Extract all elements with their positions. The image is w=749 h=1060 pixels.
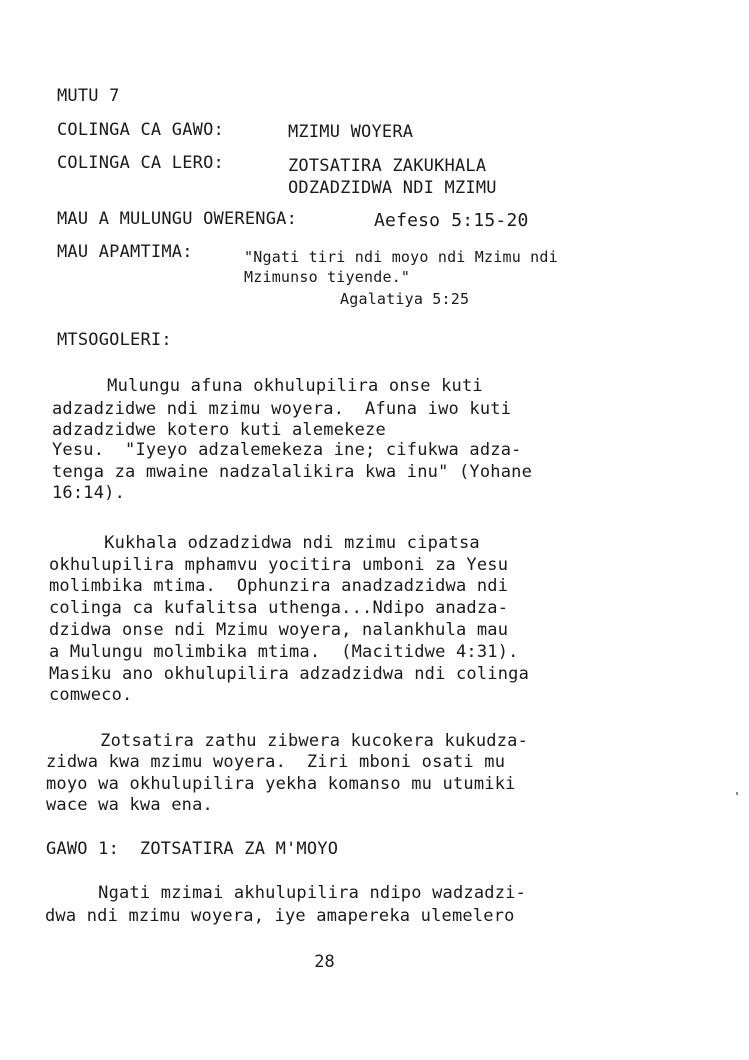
paragraph-1-line: adzadzidwe kotero kuti alemekeze <box>52 420 386 440</box>
goal-label: COLINGA CA GAWO: <box>57 120 224 140</box>
memory-verse-line-2: Mzimunso tiyende." <box>244 268 411 286</box>
paragraph-1-line: adzadzidwe ndi mzimu woyera. Afuna iwo kuti <box>52 399 512 419</box>
page-number: 28 <box>314 952 335 972</box>
today-value-line-2: ODZADZIDWA NDI MZIMU <box>288 178 497 198</box>
paragraph-3-line: Zotsatira zathu zibwera kucokera kukudza- <box>48 731 529 751</box>
paragraph-4-line: Ngati mzimai akhulupilira ndipo wadzadzi- <box>46 883 527 903</box>
paragraph-2-line: Kukhala odzadzidwa ndi mzimu cipatsa <box>52 533 480 553</box>
leader-heading: MTSOGOLERI: <box>57 330 172 350</box>
today-value-line-1: ZOTSATIRA ZAKUKHALA <box>288 156 487 176</box>
paragraph-4-line: dwa ndi mzimu woyera, iye amapereka ulemelero <box>45 906 515 926</box>
memory-label: MAU APAMTIMA: <box>57 242 193 262</box>
section-1-heading: GAWO 1: ZOTSATIRA ZA M'MOYO <box>46 839 339 859</box>
lesson-number: MUTU 7 <box>57 86 120 106</box>
paragraph-3-line: wace wa kwa ena. <box>46 795 213 815</box>
paragraph-2-line: Masiku ano okhulupilira adzadzidwa ndi colinga <box>49 664 530 684</box>
reading-value: Aefeso 5:15-20 <box>374 210 529 231</box>
paragraph-3-line: zidwa kwa mzimu woyera. Ziri mboni osati mu <box>46 752 506 772</box>
goal-value: MZIMU WOYERA <box>288 122 414 142</box>
paragraph-1-line: Mulungu afuna okhulupilira onse kuti <box>55 376 483 396</box>
paragraph-3-line: moyo wa okhulupilira yekha komanso mu utumiki <box>46 774 516 794</box>
reading-label: MAU A MULUNGU OWERENGA: <box>57 209 298 229</box>
paragraph-2-line: comweco. <box>49 685 133 705</box>
paragraph-2-line: molimbika mtima. Ophunzira anadzadzidwa ndi <box>49 576 509 596</box>
scan-speck <box>736 792 738 795</box>
paragraph-1-line: tenga za mwaine nadzalalikira kwa inu" (Yohane <box>52 462 533 482</box>
paragraph-2-line: okhulupilira mphamvu yocitira umboni za Yesu <box>49 555 509 575</box>
paragraph-1-line: Yesu. "Iyeyo adzalemekeza ine; cifukwa adza- <box>52 440 522 460</box>
paragraph-2-line: a Mulungu molimbika mtima. (Macitidwe 4:31). <box>49 642 519 662</box>
memory-verse-reference: Agalatiya 5:25 <box>340 290 470 308</box>
paragraph-1-line: 16:14). <box>52 483 126 503</box>
today-label: COLINGA CA LERO: <box>57 153 224 173</box>
paragraph-2-line: colinga ca kufalitsa uthenga...Ndipo anadza- <box>49 598 509 618</box>
paragraph-2-line: dzidwa onse ndi Mzimu woyera, nalankhula mau <box>49 620 509 640</box>
memory-verse-line-1: "Ngati tiri ndi moyo ndi Mzimu ndi <box>244 248 558 266</box>
